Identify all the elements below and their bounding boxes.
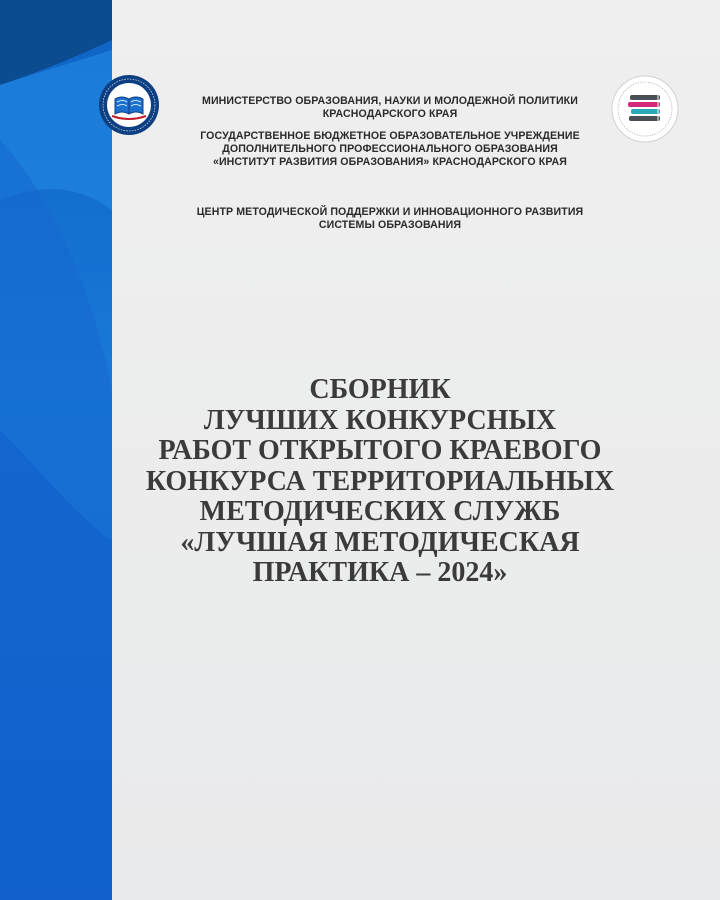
institute-books-emblem-icon <box>610 74 680 144</box>
title-line-5: МЕТОДИЧЕСКИХ СЛУЖБ <box>199 496 561 527</box>
ministry-line-2: КРАСНОДАРСКОГО КРАЯ <box>322 108 458 120</box>
title-line-4: КОНКУРСА ТЕРРИТОРИАЛЬНЫХ <box>145 465 615 497</box>
title-line-3: РАБОТ ОТКРЫТОГО КРАЕВОГО <box>158 435 602 466</box>
title-line-2: ЛУЧШИХ КОНКУРСНЫХ <box>203 404 557 436</box>
ministry-line-1: МИНИСТЕРСТВО ОБРАЗОВАНИЯ, НАУКИ И МОЛОДЕЖНОЙ ПОЛИТИКИ <box>202 95 578 107</box>
center-line-2: СИСТЕМЫ ОБРАЗОВАНИЯ <box>318 219 462 231</box>
title-line-7: ПРАКТИКА – 2024» <box>252 557 508 588</box>
institute-line-2: ДОПОЛНИТЕЛЬНОГО ПРОФЕССИОНАЛЬНОГО ОБРАЗОВАНИЯ <box>222 143 558 155</box>
center-heading <box>160 206 620 232</box>
institute-line-3: «ИНСТИТУТ РАЗВИТИЯ ОБРАЗОВАНИЯ» КРАСНОДАРСКОГО КРАЯ <box>212 156 568 168</box>
document-title <box>130 375 630 589</box>
institute-heading <box>160 130 620 169</box>
institute-line-1: ГОСУДАРСТВЕННОЕ БЮДЖЕТНОЕ ОБРАЗОВАТЕЛЬНОЕ УЧРЕЖДЕНИЕ <box>200 130 580 142</box>
ministry-heading <box>160 95 620 121</box>
ministry-book-emblem-icon <box>98 74 160 136</box>
blue-side-band <box>0 0 112 900</box>
title-line-1: СБОРНИК <box>309 374 451 405</box>
center-line-1: ЦЕНТР МЕТОДИЧЕСКОЙ ПОДДЕРЖКИ И ИННОВАЦИОННОГО РАЗВИТИЯ <box>196 206 584 218</box>
title-line-6: «ЛУЧШАЯ МЕТОДИЧЕСКАЯ <box>180 526 580 558</box>
